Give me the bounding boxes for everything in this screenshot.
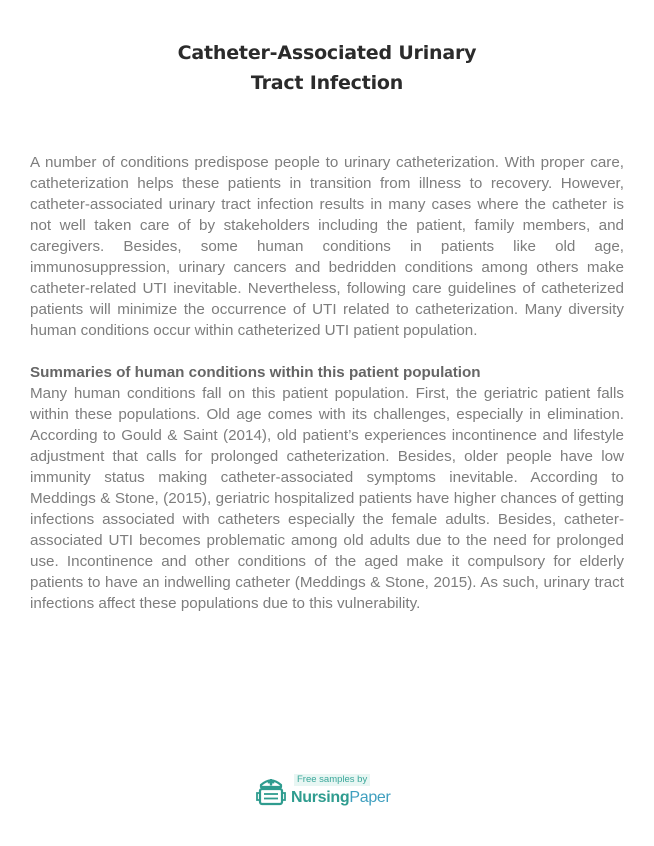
brand-name [291, 788, 391, 808]
document-title [0, 38, 654, 98]
nurse-bag-icon [254, 774, 288, 808]
intro-paragraph: A number of conditions predispose people to urinary catheterization. With proper care, catheterization helps these patients in transition from illness to recovery. However, catheter-associated urinary tract infection results in many cases where the catheter is not well taken care of by stakeholders including the patient, family members, and caregivers. Besides, some human conditions in patients like old age, immunosuppression, urinary cancers and bedridden conditions among others make catheter-related UTI inevitable. Nevertheless, following care guidelines of catheterized patients will minimize the occurrence of UTI related to catheterization. Many diversity human conditions occur within catheterized UTI patient population. [30, 154, 624, 339]
brand-name-light: Paper [349, 789, 391, 806]
paragraph-spacer [30, 341, 624, 362]
footer-tagline: Free samples by [294, 774, 370, 786]
section-paragraph: Many human conditions fall on this patient population. First, the geriatric patient falls within these populations. Old age comes with its challenges, especially in elimination. According to Gould & Saint (2014), old patient’s experiences incontinence and lifestyle adjustment that calls for prolonged catheterization. Besides, older people have low immunity status making catheter-associated symptoms inevitable. According to Meddings & Stone, (2015), geriatric hospitalized patients have higher chances of getting infections associated with catheters especially the female adults. Besides, catheter-associated UTI becomes problematic among old adults due to the need for prolonged use. Incontinence and other conditions of the aged make it compulsory for elderly patients to have an indwelling catheter (Meddings & Stone, 2015). As such, urinary tract infections affect these populations due to this vulnerability. [30, 385, 624, 612]
brand-name-bold: Nursing [291, 789, 350, 806]
document-body [30, 152, 624, 614]
title-line-1: Catheter-Associated Urinary [177, 42, 477, 64]
section-heading: Summaries of human conditions within this patient population [30, 364, 481, 381]
title-line-2: Tract Infection [250, 72, 404, 94]
footer-logo[interactable] [254, 772, 414, 812]
